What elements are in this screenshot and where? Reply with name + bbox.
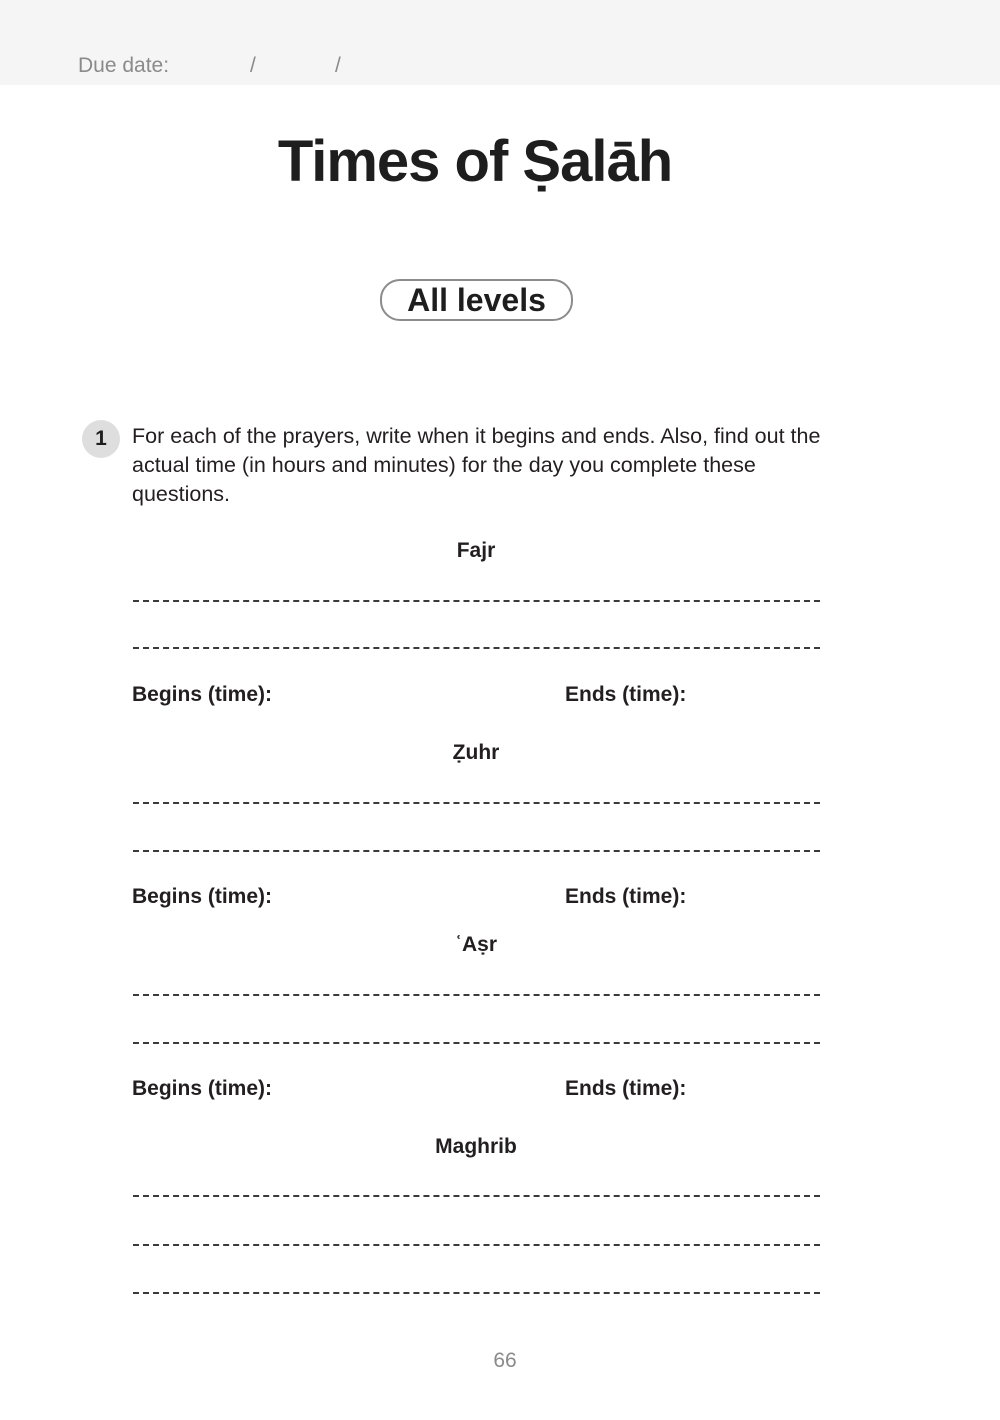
question-text: For each of the prayers, write when it begins and ends. Also, find out the actual time (in hours and minutes) for the day you complete these questions.: [132, 424, 821, 506]
question-number-badge: 1: [82, 420, 120, 458]
answer-line[interactable]: [133, 802, 820, 804]
answer-line[interactable]: [133, 850, 820, 852]
begins-time-label: Begins (time):: [132, 683, 273, 706]
due-date-slash-1: /: [250, 54, 256, 77]
answer-line[interactable]: [133, 994, 820, 996]
page-number: 66: [493, 1349, 517, 1372]
begins-time-label: Begins (time):: [132, 1077, 273, 1100]
due-date-label: Due date:: [78, 54, 170, 77]
due-date-slash-2: /: [335, 54, 341, 77]
answer-line[interactable]: [133, 600, 820, 602]
answer-line[interactable]: [133, 1195, 820, 1197]
answer-line[interactable]: [133, 1042, 820, 1044]
ends-time-label: Ends (time):: [565, 885, 687, 908]
ends-time-label: Ends (time):: [565, 1077, 687, 1100]
answer-line[interactable]: [133, 647, 820, 649]
answer-line[interactable]: [133, 1292, 820, 1294]
prayer-heading-fajr: Fajr: [456, 539, 496, 562]
ends-time-label: Ends (time):: [565, 683, 687, 706]
level-badge: All levels: [380, 279, 573, 321]
page-title: Times of Ṣalāh: [277, 129, 673, 194]
begins-time-label: Begins (time):: [132, 885, 273, 908]
prayer-heading-zuhr: Ẓuhr: [452, 741, 500, 764]
prayer-heading-maghrib: Maghrib: [435, 1135, 517, 1158]
answer-line[interactable]: [133, 1244, 820, 1246]
due-date-field[interactable]: [78, 54, 341, 78]
prayer-heading-asr: ʿAṣr: [454, 933, 497, 956]
